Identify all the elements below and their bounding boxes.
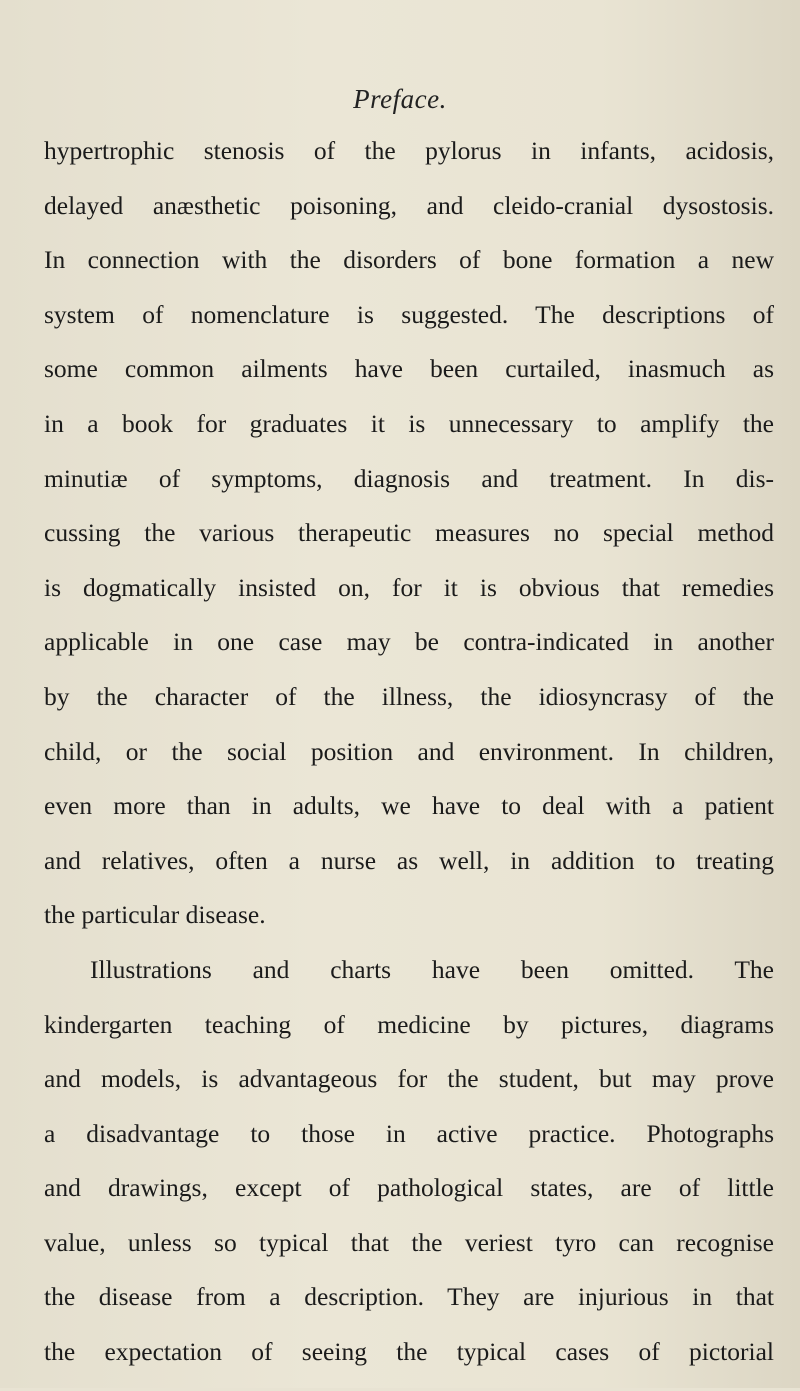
text-line: In connection with the disorders of bone formation a new [44, 245, 774, 275]
text-line: kindergarten teaching of medicine by pictures, diagrams [44, 1009, 774, 1039]
text-line: Illustrations and charts have been omitted. The [90, 954, 774, 984]
text-line: the expectation of seeing the typical cases of pictorial [44, 1337, 774, 1367]
text-line: the disease from a description. They are injurious in that [44, 1282, 774, 1312]
text-line: and models, is advantageous for the student, but may prove [44, 1064, 774, 1094]
text-line: by the character of the illness, the idiosyncrasy of the [44, 681, 774, 711]
text-line: and drawings, except of pathological states, are of little [44, 1173, 774, 1203]
text-line: in a book for graduates it is unnecessary to amplify the [44, 408, 774, 438]
text-line: a disadvantage to those in active practice. Photographs [44, 1118, 774, 1148]
text-line: the particular disease. [44, 900, 266, 930]
text-line: even more than in adults, we have to deal with a patient [44, 791, 774, 821]
text-line: hypertrophic stenosis of the pylorus in infants, acidosis, [44, 136, 774, 165]
preface-body [44, 135, 774, 1391]
text-line: child, or the social position and environment. In children, [44, 736, 774, 766]
text-line: some common ailments have been curtailed, inasmuch as [44, 354, 774, 384]
text-line: minutiæ of symptoms, diagnosis and treatment. In dis- [44, 463, 774, 493]
text-line: delayed anæsthetic poisoning, and cleido-cranial dysostosis. [44, 190, 774, 220]
text-line: value, unless so typical that the veriest tyro can recognise [44, 1227, 774, 1257]
text-line: applicable in one case may be contra-indicated in another [44, 627, 774, 657]
text-line: cussing the various therapeutic measures no special method [44, 518, 774, 548]
text-line: is dogmatically insisted on, for it is obvious that remedies [44, 572, 774, 602]
text-line: system of nomenclature is suggested. The descriptions of [44, 299, 774, 329]
text-line: and relatives, often a nurse as well, in addition to treating [44, 845, 774, 875]
running-head: Preface. [353, 84, 447, 114]
